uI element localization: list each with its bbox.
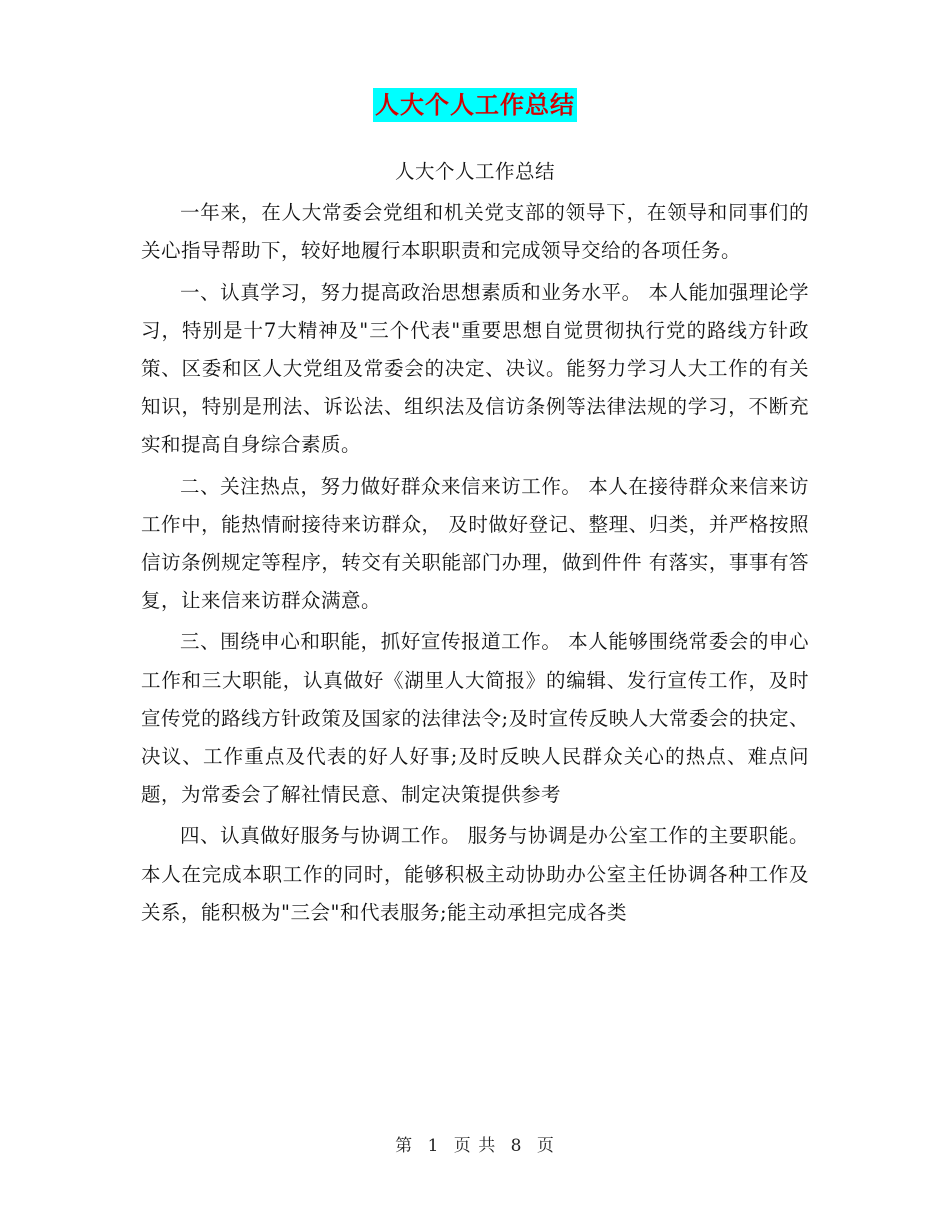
paragraph-section-4: 四、认真做好服务与协调工作。 服务与协调是办公室工作的主要职能。本人在完成本职工作的同时，能够积极主动协助办公室主任协调各种工作及关系，能积极为"三会"和代表服务;能主动承担完成各类	[141, 824, 809, 924]
title-container	[0, 88, 950, 122]
page-footer	[0, 1131, 950, 1156]
document-subtitle: 人大个人工作总结	[394, 160, 555, 183]
footer-page-number: 1	[427, 1136, 440, 1156]
paragraph-section-1: 一、认真学习，努力提高政治思想素质和业务水平。 本人能加强理论学习，特别是十7大精神及"三个代表"重要思想自觉贯彻执行党的路线方针政策、区委和区人大党组及常委会的决定、决议。能努力学习人大工作的有关知识，特别是刑法、诉讼法、组织法及信访条例等法律法规的学习，不断充实和提高自身综合素质。	[141, 280, 809, 457]
footer-total-pages: 8	[510, 1136, 523, 1156]
footer-suffix: 页	[536, 1136, 555, 1156]
paragraph-section-2: 二、关注热点，努力做好群众来信来访工作。 本人在接待群众来信来访工作中，能热情耐接待来访群众， 及时做好登记、整理、归类，并严格按照信访条例规定等程序，转交有关职能部门办理，做到件件 有落实，事事有答复，让来信来访群众满意。	[141, 474, 809, 613]
document-body	[141, 153, 809, 935]
footer-middle: 页 共	[453, 1136, 497, 1156]
paragraph-intro: 一年来，在人大常委会党组和机关党支部的领导下，在领导和同事们的关心指导帮助下，较好地履行本职职责和完成领导交给的各项任务。	[141, 201, 809, 263]
paragraph-section-3: 三、围绕申心和职能，抓好宣传报道工作。 本人能够围绕常委会的申心工作和三大职能，认真做好《湖里人大简报》的编辑、发行宣传工作，及时宣传党的路线方针政策及国家的法律法令;及时宣传反映人大常委会的抉定、决议、工作重点及代表的好人好事;及时反映人民群众关心的热点、难点问题，为常委会了解社情民意、制定决策提供参考	[141, 630, 809, 807]
footer-prefix: 第	[395, 1136, 414, 1156]
document-title: 人大个人工作总结	[373, 88, 577, 122]
